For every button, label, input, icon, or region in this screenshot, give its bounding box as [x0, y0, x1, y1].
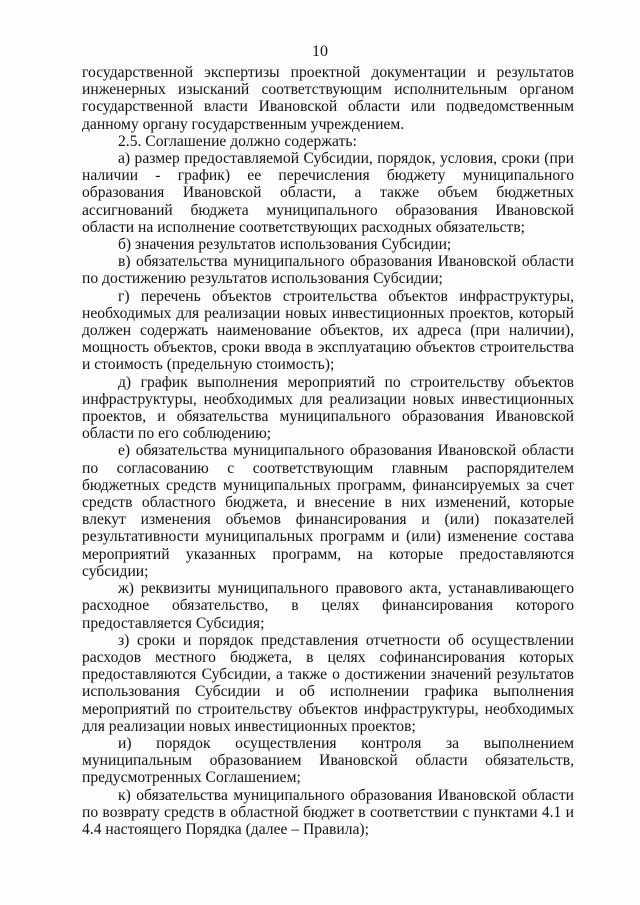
paragraph-item-d: д) график выполнения мероприятий по строительству объектов инфраструктуры, необходимых для реализации новых инвестиционных проектов, и обязательства муниципального образования Ивановской области по его соблюдению; — [82, 373, 574, 443]
paragraph-item-zh: ж) реквизиты муниципального правового акта, устанавливающего расходное обязательство, в целях финансирования которого предоставляется Субсидия; — [82, 580, 574, 632]
paragraph-item-b: б) значения результатов использования Субсидии; — [118, 236, 452, 254]
paragraph-item-g: г) перечень объектов строительства объектов инфраструктуры, необходимых для реализации новых инвестиционных проектов, который должен содержать наименование объектов, их адреса (при наличии), мощность объектов, сроки ввода в эксплуатацию объектов строительства и стоимость (предельную стоимость); — [82, 287, 574, 374]
paragraph-item-a: а) размер предоставляемой Субсидии, порядок, условия, сроки (при наличии - график) ее перечисления бюджету муниципального образования Ивановской области, а также объем бюджетных ассигнований бюджета муниципального образования Ивановской области на исполнение соответствующих расходных обязательств; — [82, 150, 574, 236]
paragraph-item-e: е) обязательства муниципального образования Ивановской области по согласованию с соответствующим главным распорядителем бюджетных средств муниципальных программ, финансируемых за счет средств областного бюджета, и внесение в них изменений, которые влекут изменения объемов финансирования и (или) показателей результативности муниципальных программ и (или) изменение состава мероприятий указанных программ, на которые предоставляются субсидии; — [82, 442, 574, 580]
document-body — [82, 64, 574, 838]
paragraph-item-i: и) порядок осуществления контроля за выполнением муниципальным образованием Ивановской области обязательств, предусмотренных Соглашением; — [82, 734, 574, 787]
paragraph-item-k: к) обязательства муниципального образования Ивановской области по возврату средств в областной бюджет в соответствии с пунктами 4.1 и 4.4 настоящего Порядка (далее – Правила); — [82, 786, 574, 838]
paragraph-item-v: в) обязательства муниципального образования Ивановской области по достижению результатов использования Субсидии; — [82, 253, 574, 288]
paragraph-2-5-heading: 2.5. Соглашение должно содержать: — [118, 132, 357, 150]
paragraph-item-z: з) сроки и порядок представления отчетности об осуществлении расходов местного бюджета, в целях софинансирования которых предоставляются Субсидии, а также о достижении значений результатов использования Субсидии и об исполнении графика выполнения мероприятий по строительству объектов инфраструктуры, необходимых для реализации новых инвестиционных проектов; — [82, 631, 574, 735]
paragraph-continuation: государственной экспертизы проектной документации и результатов инженерных изысканий соответствующим исполнительным органом государственной власти Ивановской области или подведомственным данному органу государственным учреждением. — [82, 64, 574, 133]
page-number: 10 — [312, 43, 328, 60]
